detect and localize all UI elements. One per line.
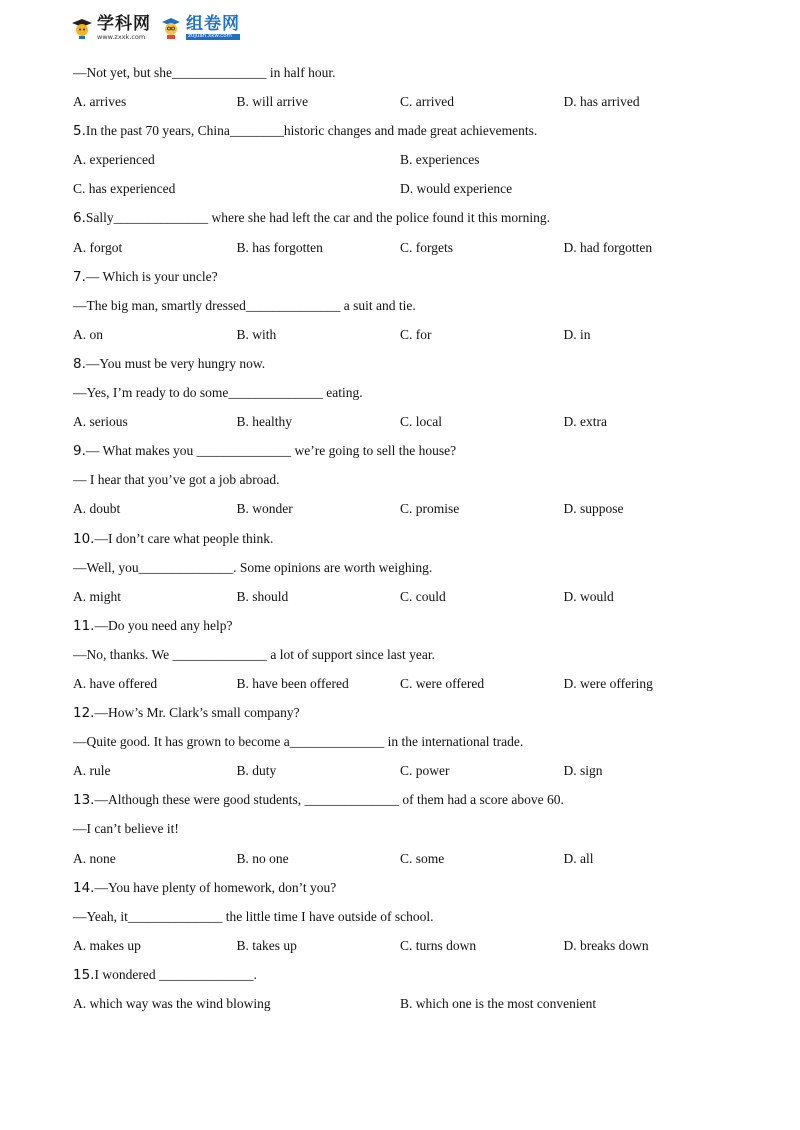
question-list <box>73 58 753 1018</box>
answer-option: B. have been offered <box>236 675 349 691</box>
question-number: 11. <box>73 617 95 634</box>
dialogue-line: — I hear that you’ve got a job abroad. <box>73 472 280 488</box>
answer-options <box>73 989 753 1018</box>
dialogue-line: —Yeah, it______________ the little time I have outside of school. <box>73 908 434 924</box>
answer-option: C. could <box>400 588 446 604</box>
dialogue-line: —No, thanks. We ______________ a lot of support since last year. <box>73 646 435 662</box>
mascot-icon <box>70 16 94 40</box>
question-stem <box>73 262 753 291</box>
answer-options <box>73 669 753 698</box>
answer-option: A. have offered <box>73 675 158 691</box>
dialogue-line: —Yes, I’m ready to do some______________ eating. <box>73 385 363 401</box>
question-text: —You have plenty of homework, don’t you? <box>94 879 337 895</box>
question-text: —I don’t care what people think. <box>94 530 274 546</box>
answer-option: A. doubt <box>73 501 121 517</box>
answer-option: B. will arrive <box>236 94 309 110</box>
answer-options <box>73 233 753 262</box>
question-number: 9. <box>73 443 86 460</box>
answer-option: A. might <box>73 588 122 604</box>
question-text: In the past 70 years, China________historic changes and made great achievements. <box>85 123 538 139</box>
zujuan-logo-text: 组卷网 <box>186 14 240 35</box>
answer-option: D. would experience <box>400 181 513 197</box>
question-stem <box>73 116 753 145</box>
answer-option: D. sign <box>563 763 603 779</box>
question-number: 6. <box>73 210 86 227</box>
answer-options <box>73 582 753 611</box>
zxxk-logo <box>70 13 151 41</box>
answer-option: A. experienced <box>73 152 155 168</box>
answer-option: D. would <box>563 588 614 604</box>
answer-option: C. has experienced <box>73 181 176 197</box>
answer-option: C. turns down <box>400 937 477 953</box>
answer-option: C. for <box>400 326 432 342</box>
answer-options <box>73 320 753 349</box>
answer-option: D. were offering <box>563 675 653 691</box>
answer-options <box>73 87 753 116</box>
question-text: I wondered ______________. <box>94 966 257 982</box>
answer-option: D. breaks down <box>563 937 649 953</box>
dialogue-line: —Well, you______________. Some opinions are worth weighing. <box>73 559 433 575</box>
dialogue-line: —I can’t believe it! <box>73 821 179 837</box>
answer-option: D. all <box>563 850 594 866</box>
answer-option: A. forgot <box>73 239 123 255</box>
question-stem <box>73 203 753 232</box>
question-text: —You must be very hungry now. <box>85 355 266 371</box>
answer-option: A. none <box>73 850 116 866</box>
question-stem <box>73 785 753 814</box>
page-header <box>70 10 240 46</box>
answer-options <box>73 756 753 785</box>
answer-option: D. has arrived <box>563 94 640 110</box>
dialogue-line: —Quite good. It has grown to become a______________ in the international trade. <box>73 734 524 750</box>
question-number: 5. <box>73 123 86 140</box>
question-number: 8. <box>73 355 86 372</box>
answer-options <box>73 931 753 960</box>
answer-option: A. serious <box>73 414 128 430</box>
answer-option: B. healthy <box>236 414 292 430</box>
answer-option: C. were offered <box>400 675 485 691</box>
zxxk-logo-text: 学科网 <box>97 13 151 34</box>
answer-option: C. some <box>400 850 445 866</box>
answer-options <box>73 844 753 873</box>
answer-option: C. arrived <box>400 94 454 110</box>
answer-option: B. which one is the most convenient <box>400 996 597 1011</box>
answer-option: B. wonder <box>236 501 293 517</box>
question-text: —Although these were good students, ______________ of them had a score above 60. <box>94 792 564 808</box>
answer-option: D. extra <box>563 414 607 430</box>
answer-option: A. arrives <box>73 94 127 110</box>
answer-options <box>73 494 753 523</box>
answer-option: C. forgets <box>400 239 453 255</box>
question-stem <box>73 698 753 727</box>
dialogue-line: —The big man, smartly dressed______________ a suit and tie. <box>73 297 416 313</box>
zujuan-logo <box>159 16 240 40</box>
question-text: —Do you need any help? <box>94 617 233 633</box>
answer-option: D. suppose <box>563 501 624 517</box>
question-text: — What makes you ______________ we’re going to sell the house? <box>85 443 457 459</box>
question-stem <box>73 524 753 553</box>
question-number: 12. <box>73 705 95 722</box>
question-stem <box>73 873 753 902</box>
answer-option: B. has forgotten <box>236 239 323 255</box>
question-text: — Which is your uncle? <box>85 268 218 284</box>
dialogue-line: —Not yet, but she______________ in half hour. <box>73 65 336 80</box>
student-mascot-icon <box>159 16 183 40</box>
answer-option: A. which way was the wind blowing <box>73 996 271 1011</box>
answer-option: C. promise <box>400 501 460 517</box>
answer-option: A. makes up <box>73 937 141 953</box>
question-number: 14. <box>73 879 95 896</box>
answer-option: C. local <box>400 414 442 430</box>
question-number: 13. <box>73 792 95 809</box>
question-number: 15. <box>73 966 95 983</box>
answer-option: B. with <box>236 326 277 342</box>
zxxk-logo-url: www.zxxk.com <box>97 32 146 41</box>
zujuan-logo-url: zujuan.xkw.com <box>186 34 240 40</box>
answer-option: B. no one <box>236 850 289 866</box>
question-stem <box>73 349 753 378</box>
answer-option: D. in <box>563 326 591 342</box>
question-stem <box>73 436 753 465</box>
question-number: 10. <box>73 530 95 547</box>
question-text: —How’s Mr. Clark’s small company? <box>94 705 300 721</box>
answer-options <box>73 145 753 174</box>
answer-option: B. should <box>236 588 289 604</box>
answer-option: A. rule <box>73 763 111 779</box>
question-text: Sally______________ where she had left the car and the police found it this morning. <box>85 210 551 226</box>
answer-option: A. on <box>73 326 103 342</box>
answer-option: B. experiences <box>400 152 480 168</box>
question-stem <box>73 960 753 989</box>
answer-options <box>73 174 753 203</box>
answer-option: D. had forgotten <box>563 239 653 255</box>
question-number: 7. <box>73 268 86 285</box>
answer-options <box>73 407 753 436</box>
answer-option: B. takes up <box>236 937 297 953</box>
answer-option: C. power <box>400 763 450 779</box>
question-stem <box>73 611 753 640</box>
answer-option: B. duty <box>236 763 277 779</box>
